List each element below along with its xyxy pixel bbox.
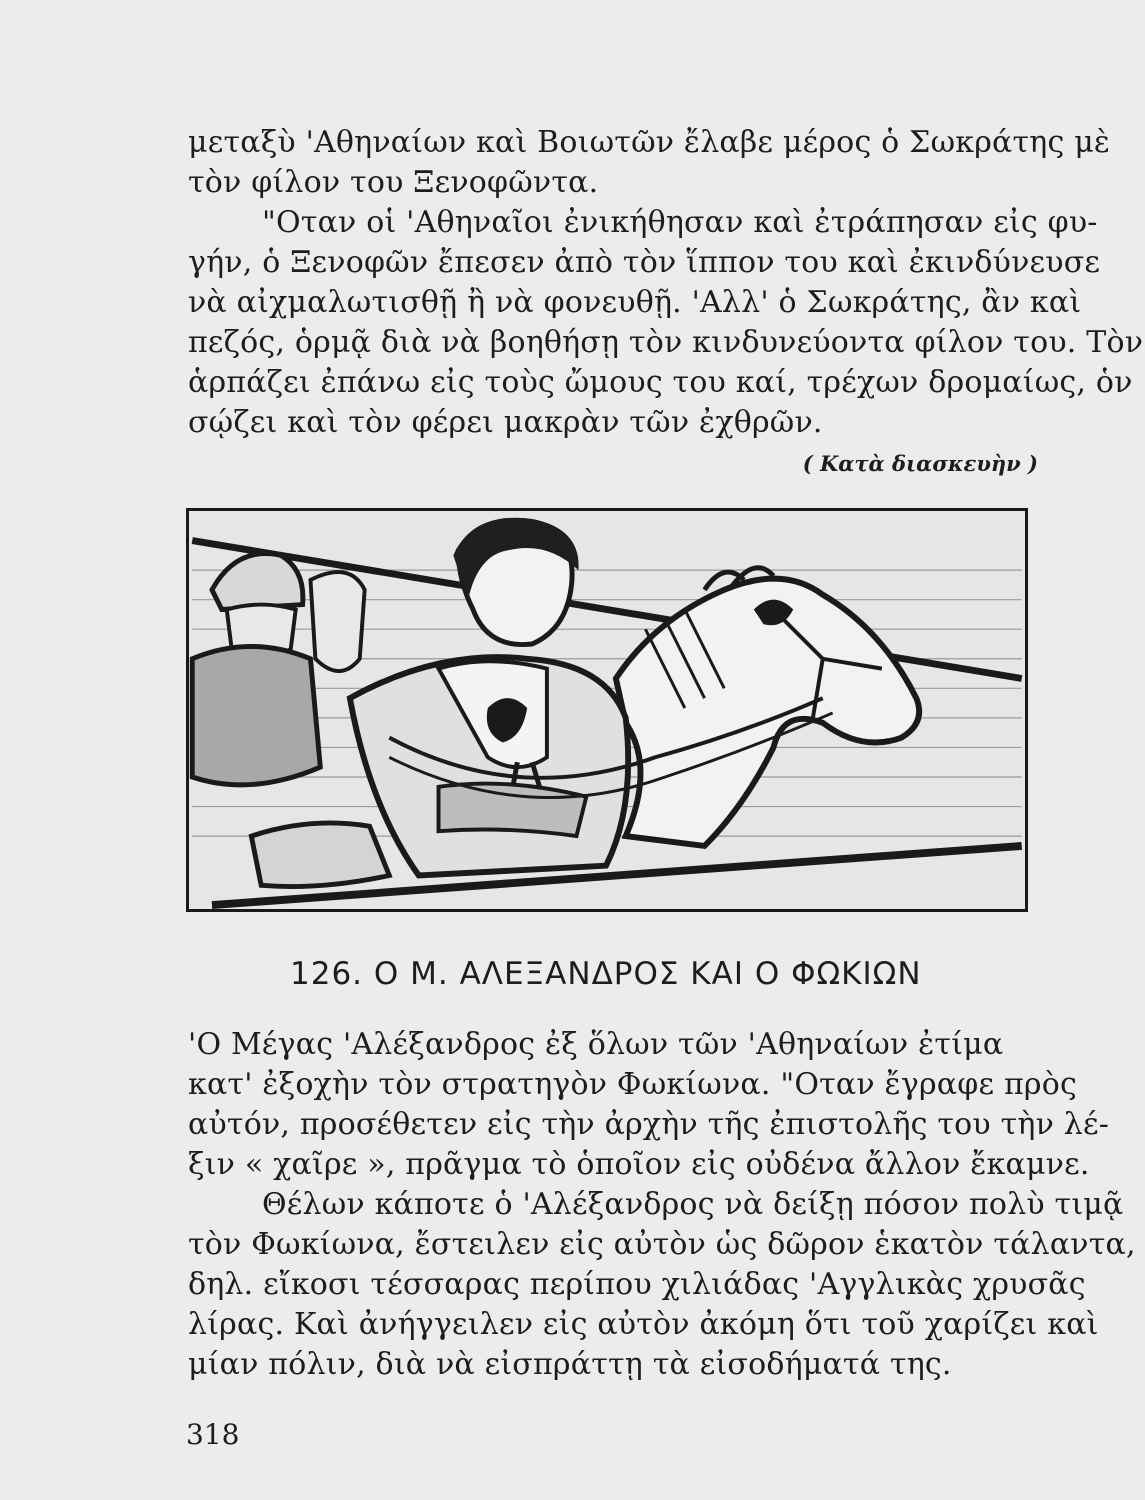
- chapter-line: μίαν πόλιν, διὰ νὰ εἰσπράττῃ τὰ εἰσοδήματά της.: [188, 1347, 952, 1382]
- chapter-line: δηλ. εἴκοσι τέσσαρας περίπου χιλιάδας 'Αγγλικὰς χρυσᾶς: [188, 1267, 1086, 1302]
- chapter-line: τὸν Φωκίωνα, ἔστειλεν εἰς αὐτὸν ὡς δῶρον ἑκατὸν τάλαντα,: [188, 1227, 1136, 1262]
- story-line: πεζός, ὁρμᾷ διὰ νὰ βοηθήσῃ τὸν κινδυνεύοντα φίλον του. Τὸν: [188, 325, 1144, 360]
- story-ending: [188, 123, 1144, 476]
- chapter-line: 'Ο Μέγας 'Αλέξανδρος ἐξ ὅλων τῶν 'Αθηναίων ἐτίμα: [188, 1027, 1004, 1062]
- story-line: γήν, ὁ Ξενοφῶν ἔπεσεν ἀπὸ τὸν ἵππον του καὶ ἐκινδύνευσε: [188, 245, 1101, 280]
- chapter-line: κατ' ἐξοχὴν τὸν στρατηγὸν Φωκίωνα. "Οταν ἔγραφε πρὸς: [188, 1067, 1077, 1102]
- story-line: τὸν φίλον του Ξενοφῶντα.: [188, 165, 599, 200]
- story-line: ἁρπάζει ἐπάνω εἰς τοὺς ὤμους του καί, τρέχων δρομαίως, ὁν: [188, 365, 1133, 400]
- chapter-line: ξιν « χαῖρε », πρᾶγμα τὸ ὁποῖον εἰς οὐδένα ἄλλον ἔκαμνε.: [188, 1147, 1090, 1182]
- chapter-line: αὐτόν, προσέθετεν εἰς τὴν ἀρχὴν τῆς ἐπιστολῆς του τὴν λέ-: [188, 1107, 1110, 1142]
- chapter-body: [188, 1025, 1136, 1385]
- attribution: ( Κατὰ διασκευὴν ): [802, 451, 1038, 476]
- page-number: 318: [186, 1418, 240, 1451]
- woodcut-illustration: [186, 508, 1028, 912]
- chapter-heading: 126. Ο Μ. ΑΛΕΞΑΝΔΡΟΣ ΚΑΙ Ο ΦΩΚΙΩΝ: [290, 956, 922, 992]
- chapter-line: λίρας. Καὶ ἀνήγγειλεν εἰς αὐτὸν ἀκόμη ὅτι τοῦ χαρίζει καὶ: [188, 1307, 1099, 1342]
- alexander-horseback-illustration: [189, 511, 1025, 909]
- story-line: σῴζει καὶ τὸν φέρει μακρὰν τῶν ἐχθρῶν.: [188, 405, 823, 440]
- story-line: μεταξὺ 'Αθηναίων καὶ Βοιωτῶν ἔλαβε μέρος ὁ Σωκράτης μὲ: [188, 125, 1111, 160]
- story-line: νὰ αἰχμαλωτισθῇ ἢ νὰ φονευθῇ. 'Αλλ' ὁ Σωκράτης, ἂν καὶ: [188, 285, 1082, 320]
- story-line: "Οταν οἱ 'Αθηναῖοι ἐνικήθησαν καὶ ἐτράπησαν εἰς φυ-: [262, 205, 1098, 240]
- chapter-line: Θέλων κάποτε ὁ 'Αλέξανδρος νὰ δείξῃ πόσον πολὺ τιμᾷ: [262, 1187, 1124, 1222]
